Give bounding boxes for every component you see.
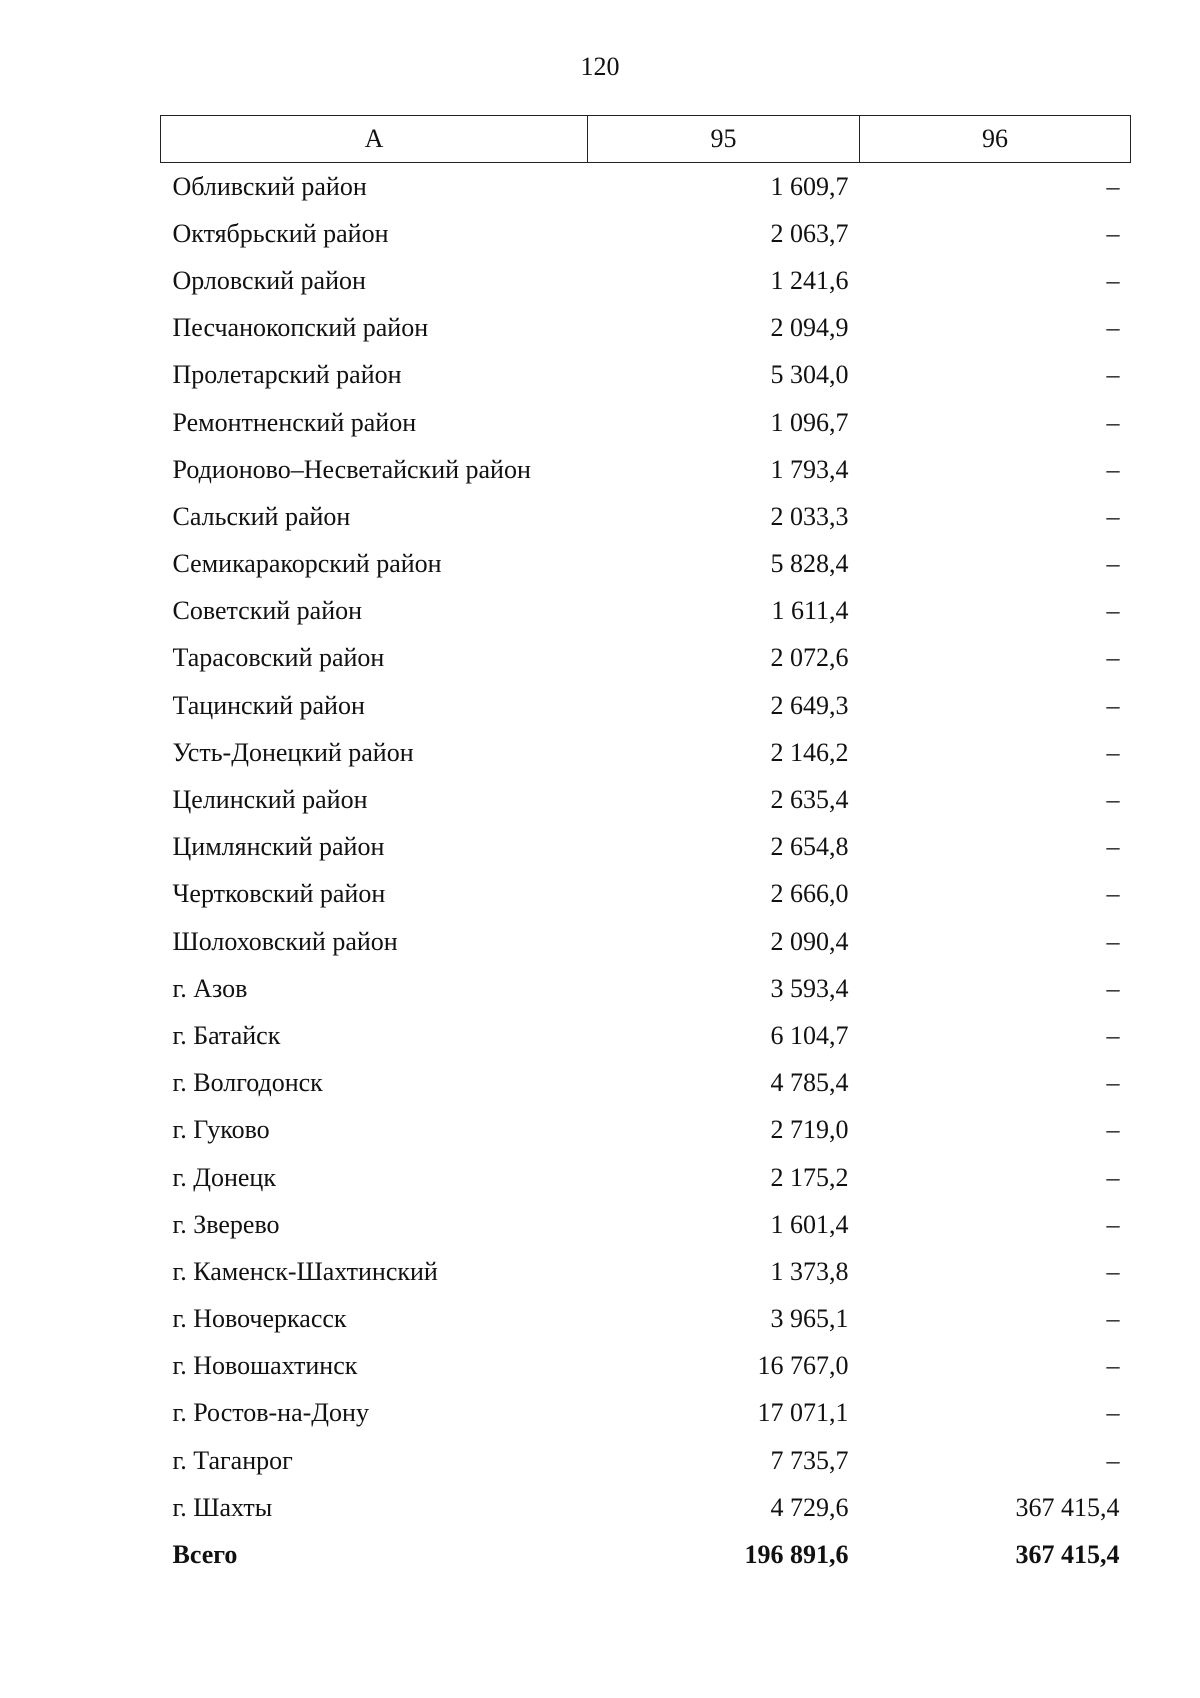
row-name: Семикаракорский район — [172, 549, 442, 579]
table-row — [161, 493, 1131, 540]
row-value-96: – — [1106, 407, 1120, 437]
row-value-96: – — [1106, 737, 1120, 767]
row-name: г. Волгодонск — [172, 1068, 323, 1098]
row-name: Песчанокопский район — [172, 313, 429, 343]
row-name: Пролетарский район — [172, 360, 402, 390]
row-value-96: – — [1106, 596, 1120, 626]
row-value-96: – — [1106, 218, 1120, 248]
row-value-96: – — [1106, 1020, 1120, 1050]
table-row — [161, 1154, 1131, 1201]
row-value-96: – — [1106, 1256, 1120, 1286]
table-row — [161, 1107, 1131, 1154]
table-row — [161, 399, 1131, 446]
row-value-95: 2 063,7 — [770, 218, 849, 248]
row-name: г. Гуково — [172, 1115, 270, 1145]
row-name: г. Донецк — [172, 1162, 276, 1192]
row-value-95: 4 729,6 — [770, 1492, 849, 1522]
row-name: г. Шахты — [172, 1492, 273, 1522]
table-row — [161, 729, 1131, 776]
row-name: Родионово–Несветайский район — [172, 454, 531, 484]
row-value-96: 367 415,4 — [1015, 1492, 1120, 1522]
table-row — [161, 257, 1131, 304]
row-value-96: – — [1106, 926, 1120, 956]
row-value-95: 5 828,4 — [770, 549, 849, 579]
table-row — [161, 1201, 1131, 1248]
data-table — [160, 115, 1131, 1579]
row-value-96: – — [1106, 454, 1120, 484]
table-row — [161, 1390, 1131, 1437]
table-row — [161, 352, 1131, 399]
row-value-95: 2 654,8 — [770, 832, 849, 862]
row-value-95: 2 635,4 — [770, 785, 849, 815]
row-value-96: – — [1106, 973, 1120, 1003]
row-value-96: – — [1106, 171, 1120, 201]
table-row — [161, 682, 1131, 729]
row-value-95: 1 241,6 — [770, 265, 849, 295]
row-name: г. Азов — [172, 973, 248, 1003]
row-name: Цимлянский район — [172, 832, 385, 862]
row-value-95: 1 611,4 — [771, 596, 849, 626]
table-header-row — [161, 116, 1131, 163]
row-value-95: 2 175,2 — [770, 1162, 849, 1192]
row-value-96: – — [1106, 1068, 1120, 1098]
table-row — [161, 1343, 1131, 1390]
row-value-95: 2 719,0 — [770, 1115, 849, 1145]
table-row — [161, 776, 1131, 823]
row-name: Тарасовский район — [172, 643, 385, 673]
row-name: г. Таганрог — [172, 1445, 293, 1475]
row-value-95: 1 096,7 — [770, 407, 849, 437]
table-row — [161, 588, 1131, 635]
row-value-95: 2 033,3 — [770, 501, 849, 531]
row-name: Октябрьский район — [172, 218, 389, 248]
row-name: г. Новочеркасск — [172, 1304, 347, 1334]
row-value-96: – — [1106, 313, 1120, 343]
row-value-96: – — [1106, 1115, 1120, 1145]
row-value-95: 2 072,6 — [770, 643, 849, 673]
row-value-95: 2 146,2 — [770, 737, 849, 767]
table-row — [161, 1060, 1131, 1107]
row-value-95: 17 071,1 — [757, 1398, 849, 1428]
row-name: Орловский район — [172, 265, 366, 295]
table-row — [161, 1248, 1131, 1295]
row-value-95: 2 090,4 — [770, 926, 849, 956]
row-value-96: – — [1106, 1162, 1120, 1192]
row-value-96: – — [1106, 1398, 1120, 1428]
total-label: Всего — [172, 1540, 238, 1570]
column-header-a: А — [161, 116, 588, 163]
table-row — [161, 635, 1131, 682]
column-header-96: 96 — [860, 116, 1131, 163]
total-value-95: 196 891,6 — [744, 1540, 849, 1570]
row-name: г. Зверево — [172, 1209, 280, 1239]
row-value-96: – — [1106, 265, 1120, 295]
table-row — [161, 541, 1131, 588]
row-value-95: 7 735,7 — [770, 1445, 849, 1475]
table-row — [161, 305, 1131, 352]
row-name: Чертковский район — [172, 879, 386, 909]
row-name: г. Каменск-Шахтинский — [172, 1256, 438, 1286]
row-value-95: 1 373,8 — [770, 1256, 849, 1286]
table-row — [161, 965, 1131, 1012]
row-value-95: 16 767,0 — [757, 1351, 849, 1381]
row-value-96: – — [1106, 360, 1120, 390]
data-table-container — [160, 115, 1130, 1579]
table-row — [161, 1484, 1131, 1531]
row-value-96: – — [1106, 1351, 1120, 1381]
table-row — [161, 210, 1131, 257]
table-row — [161, 824, 1131, 871]
table-row — [161, 1012, 1131, 1059]
row-name: г. Ростов-на-Дону — [172, 1398, 369, 1428]
row-value-96: – — [1106, 879, 1120, 909]
table-row — [161, 163, 1131, 211]
row-value-95: 5 304,0 — [770, 360, 849, 390]
table-total-row — [161, 1531, 1131, 1578]
row-value-95: 1 601,4 — [770, 1209, 849, 1239]
table-row — [161, 1296, 1131, 1343]
row-value-96: – — [1106, 549, 1120, 579]
page-number: 120 — [580, 52, 620, 81]
row-value-95: 4 785,4 — [770, 1068, 849, 1098]
row-name: г. Новошахтинск — [172, 1351, 358, 1381]
row-value-96: – — [1106, 1209, 1120, 1239]
row-value-95: 6 104,7 — [770, 1020, 849, 1050]
row-value-96: – — [1106, 785, 1120, 815]
table-row — [161, 918, 1131, 965]
table-row — [161, 871, 1131, 918]
row-value-95: 1 793,4 — [770, 454, 849, 484]
row-value-96: – — [1106, 1304, 1120, 1334]
row-value-96: – — [1106, 501, 1120, 531]
row-name: Ремонтненский район — [172, 407, 417, 437]
row-name: г. Батайск — [172, 1020, 281, 1050]
row-value-96: – — [1106, 690, 1120, 720]
row-name: Тацинский район — [172, 690, 365, 720]
row-value-96: – — [1106, 643, 1120, 673]
row-name: Сальский район — [172, 501, 351, 531]
table-body — [161, 163, 1131, 1579]
row-value-95: 2 666,0 — [770, 879, 849, 909]
row-value-95: 3 965,1 — [770, 1304, 849, 1334]
row-value-96: – — [1106, 1445, 1120, 1475]
table-row — [161, 1437, 1131, 1484]
row-value-95: 1 609,7 — [770, 171, 849, 201]
row-name: Усть-Донецкий район — [172, 737, 414, 767]
column-header-95: 95 — [588, 116, 860, 163]
row-name: Целинский район — [172, 785, 368, 815]
row-value-95: 2 649,3 — [770, 690, 849, 720]
row-name: Советский район — [172, 596, 363, 626]
total-value-96: 367 415,4 — [1015, 1540, 1120, 1570]
row-value-95: 3 593,4 — [770, 973, 849, 1003]
table-row — [161, 446, 1131, 493]
row-name: Шолоховский район — [172, 926, 398, 956]
row-value-95: 2 094,9 — [770, 313, 849, 343]
row-name: Обливский район — [172, 171, 367, 201]
row-value-96: – — [1106, 832, 1120, 862]
